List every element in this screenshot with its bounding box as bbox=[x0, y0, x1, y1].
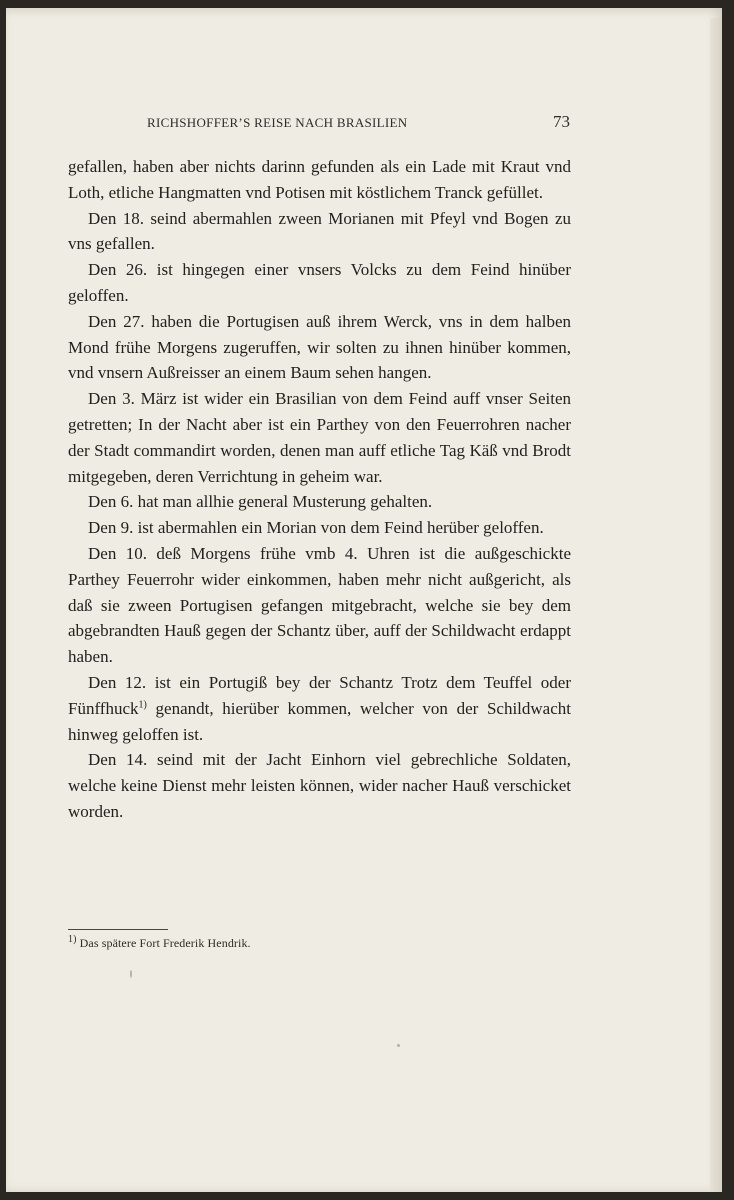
paragraph: gefallen, haben aber nichts darinn gefunden als ein Lade mit Kraut vnd Loth, etliche Hangmatten vnd Potisen mit köstlichem Tranck gefüllet. bbox=[68, 157, 571, 202]
paragraph: Den 14. seind mit der Jacht Einhorn viel gebrechliche Soldaten, welche keine Dienst mehr leisten können, wider nacher Hauß verschicket worden. bbox=[68, 750, 571, 821]
footnote-text: Das spätere Fort Frederik Hendrik. bbox=[76, 936, 251, 950]
paragraph: Den 10. deß Morgens frühe vmb 4. Uhren ist die außgeschickte Parthey Feuerrohr wider einkommen, haben mehr nicht außgericht, als daß sie zween Portugisen gefangen mitgebracht, welche sie bey dem abgebrandten Hauß gegen der Schantz über, auff der Schildwacht erdappt haben. bbox=[68, 543, 571, 667]
paragraph-with-footnote bbox=[68, 670, 571, 747]
paragraph: Den 6. hat man allhie general Musterung gehalten. bbox=[88, 492, 433, 512]
footnote-reference[interactable]: 1) bbox=[138, 699, 147, 711]
paragraph-text: Den 12. ist ein Portugiß bey der Schantz Trotz dem Teuffel oder Fünffhuck bbox=[68, 672, 571, 718]
running-head bbox=[147, 110, 570, 136]
paper-speck bbox=[130, 970, 132, 978]
page-number: 73 bbox=[553, 112, 570, 131]
paragraph: Den 27. haben die Portugisen auß ihrem Werck, vns in dem halben Mond frühe Morgens zugeruffen, wir solten zu ihnen hinüber kommen, vnd vnsern Außreisser an einem Baum sehen hangen. bbox=[68, 311, 571, 383]
page-edge-shadow bbox=[710, 18, 722, 1192]
paragraph: Den 3. März ist wider ein Brasilian von dem Feind auff vnser Seiten getretten; In der Nacht aber ist ein Parthey von den Feuerrohren nacher der Stadt commandirt worden, denen man auff etliche Tag Käß vnd Brodt mitgegeben, deren Verrichtung in geheim war. bbox=[68, 389, 571, 486]
paper-speck bbox=[397, 1044, 400, 1047]
footnote-rule bbox=[68, 929, 168, 930]
footnote bbox=[68, 936, 571, 951]
book-page bbox=[6, 8, 722, 1192]
paragraph: Den 18. seind abermahlen zween Morianen mit Pfeyl vnd Bogen zu vns gefallen. bbox=[68, 208, 571, 254]
paragraph-text: genandt, hierüber kommen, welcher von der Schildwacht hinweg geloffen ist. bbox=[68, 698, 571, 744]
paragraph: Den 9. ist abermahlen ein Morian von dem Feind herüber geloffen. bbox=[88, 518, 544, 538]
body-text bbox=[68, 154, 571, 825]
footnote-marker: 1) bbox=[68, 934, 77, 945]
running-title: RICHSHOFFER’S REISE NACH BRASILIEN bbox=[147, 115, 408, 130]
paragraph: Den 26. ist hingegen einer vnsers Volcks zu dem Feind hinüber geloffen. bbox=[68, 260, 571, 305]
